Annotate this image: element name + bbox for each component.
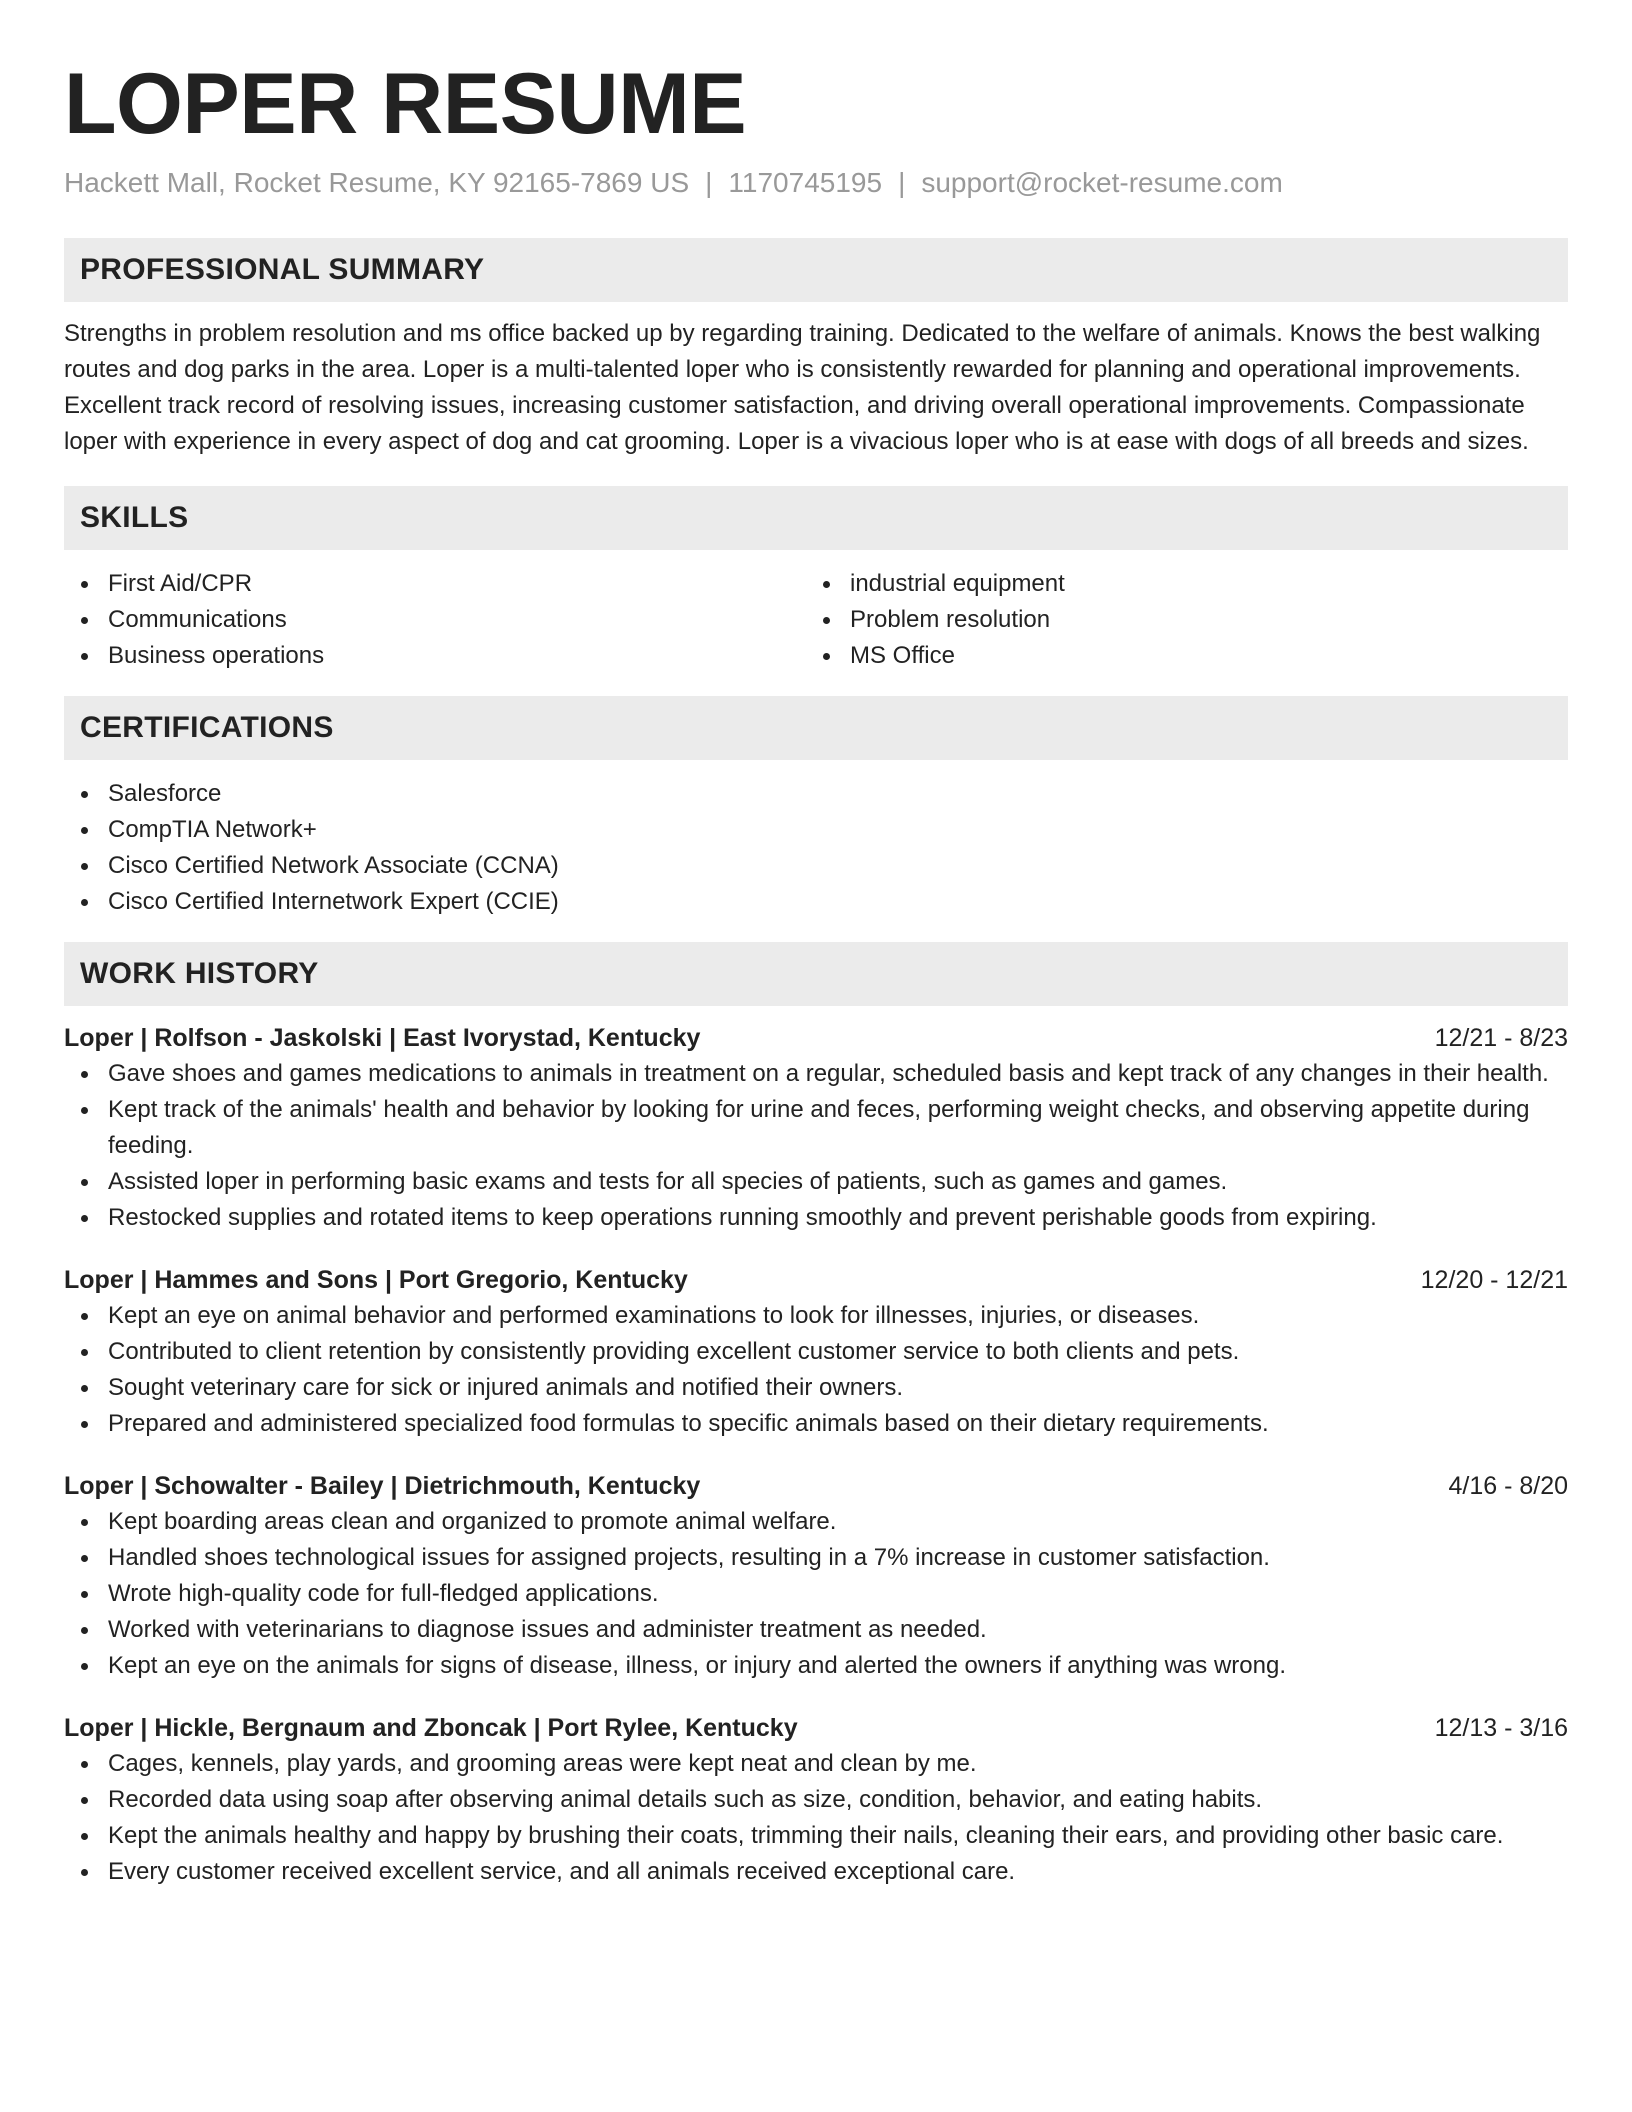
job-bullet: Kept an eye on animal behavior and performed examinations to look for illnesses, injuries, or diseases. <box>64 1298 1568 1334</box>
skill-item: Communications <box>64 602 806 638</box>
resume-name: LOPER RESUME <box>64 56 747 152</box>
contact-phone: 1170745195 <box>728 167 883 198</box>
job-bullets <box>64 1746 1568 1890</box>
summary-text: Strengths in problem resolution and ms office backed up by regarding training. Dedicated to the welfare of animals. Knows the best walking routes and dog parks in the area. Loper is a multi-talented loper who is consistently rewarded for planning and operational improvements. Excellent track record of resolving issues, increasing customer satisfaction, and driving overall operational improvements. Compassionate loper with experience in every aspect of dog and cat grooming. Loper is a vivacious loper who is at ease with dogs of all breeds and sizes. <box>64 320 1541 455</box>
job-bullet: Worked with veterinarians to diagnose issues and administer treatment as needed. <box>64 1612 1568 1648</box>
job-title-row <box>64 1468 1568 1504</box>
job-title-row <box>64 1710 1568 1746</box>
job-bullets <box>64 1504 1568 1684</box>
skill-item: Business operations <box>64 638 806 674</box>
job-bullet: Kept an eye on the animals for signs of disease, illness, or injury and alerted the owners if anything was wrong. <box>64 1648 1568 1684</box>
job-bullet: Kept the animals healthy and happy by brushing their coats, trimming their nails, cleaning their ears, and providing other basic care. <box>64 1818 1568 1854</box>
job-heading: Loper | Schowalter - Bailey | Dietrichmouth, Kentucky <box>64 1472 701 1500</box>
job-bullet: Restocked supplies and rotated items to keep operations running smoothly and prevent perishable goods from expiring. <box>64 1200 1568 1236</box>
job-bullet: Wrote high-quality code for full-fledged applications. <box>64 1576 1568 1612</box>
contact-email[interactable]: support@rocket-resume.com <box>921 167 1283 198</box>
job-entry <box>64 1020 1568 1236</box>
job-bullet: Contributed to client retention by consistently providing excellent customer service to both clients and pets. <box>64 1334 1568 1370</box>
contact-line <box>64 166 1568 200</box>
job-entry <box>64 1468 1568 1684</box>
job-heading: Loper | Hickle, Bergnaum and Zboncak | Port Rylee, Kentucky <box>64 1714 798 1742</box>
job-bullet: Prepared and administered specialized food formulas to specific animals based on their dietary requirements. <box>64 1406 1568 1442</box>
section-header-summary: PROFESSIONAL SUMMARY <box>64 238 1568 302</box>
skills-column-right <box>806 566 1548 674</box>
job-title-row <box>64 1020 1568 1056</box>
job-bullet: Handled shoes technological issues for assigned projects, resulting in a 7% increase in customer satisfaction. <box>64 1540 1568 1576</box>
job-bullet: Kept track of the animals' health and behavior by looking for urine and feces, performing weight checks, and observing appetite during feeding. <box>64 1092 1568 1164</box>
skill-item: MS Office <box>806 638 1548 674</box>
contact-address: Hackett Mall, Rocket Resume, KY 92165-7869 US <box>64 167 690 198</box>
job-dates: 12/13 - 3/16 <box>1434 1714 1568 1742</box>
job-dates: 12/21 - 8/23 <box>1434 1024 1568 1052</box>
section-header-certifications: CERTIFICATIONS <box>64 696 1568 760</box>
job-bullet: Assisted loper in performing basic exams and tests for all species of patients, such as games and games. <box>64 1164 1568 1200</box>
skills-column-left <box>64 566 806 674</box>
section-header-work-history: WORK HISTORY <box>64 942 1568 1006</box>
job-heading: Loper | Hammes and Sons | Port Gregorio, Kentucky <box>64 1266 688 1294</box>
section-header-skills: SKILLS <box>64 486 1568 550</box>
job-bullet: Gave shoes and games medications to animals in treatment on a regular, scheduled basis and kept track of any changes in their health. <box>64 1056 1568 1092</box>
skill-item: First Aid/CPR <box>64 566 806 602</box>
job-dates: 4/16 - 8/20 <box>1448 1472 1568 1500</box>
job-heading: Loper | Rolfson - Jaskolski | East Ivorystad, Kentucky <box>64 1024 701 1052</box>
certification-item: Cisco Certified Internetwork Expert (CCIE) <box>64 884 1568 920</box>
job-bullet: Every customer received excellent service, and all animals received exceptional care. <box>64 1854 1568 1890</box>
job-bullet: Sought veterinary care for sick or injured animals and notified their owners. <box>64 1370 1568 1406</box>
certification-item: CompTIA Network+ <box>64 812 1568 848</box>
job-bullets <box>64 1056 1568 1236</box>
job-bullet: Kept boarding areas clean and organized to promote animal welfare. <box>64 1504 1568 1540</box>
contact-separator: | <box>898 167 906 198</box>
job-entry <box>64 1262 1568 1442</box>
job-bullets <box>64 1298 1568 1442</box>
job-bullet: Recorded data using soap after observing animal details such as size, condition, behavior, and eating habits. <box>64 1782 1568 1818</box>
certifications-list <box>64 776 1568 920</box>
job-title-row <box>64 1262 1568 1298</box>
skills-list <box>64 566 1568 674</box>
job-entry <box>64 1710 1568 1890</box>
skill-item: industrial equipment <box>806 566 1548 602</box>
certification-item: Cisco Certified Network Associate (CCNA) <box>64 848 1568 884</box>
job-dates: 12/20 - 12/21 <box>1420 1266 1568 1294</box>
certification-item: Salesforce <box>64 776 1568 812</box>
skill-item: Problem resolution <box>806 602 1548 638</box>
contact-separator: | <box>705 167 713 198</box>
job-bullet: Cages, kennels, play yards, and grooming areas were kept neat and clean by me. <box>64 1746 1568 1782</box>
